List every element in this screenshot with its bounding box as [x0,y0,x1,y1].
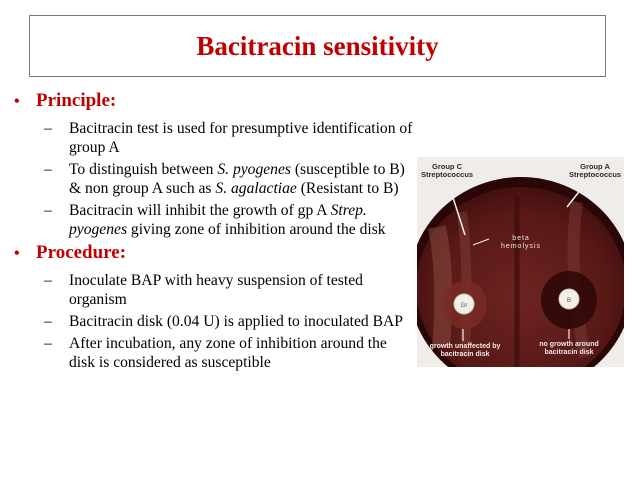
petri-dish-illustration [417,157,624,367]
list-item: – After incubation, any zone of inhibition around the disk is considered as susceptible [44,335,387,371]
list-item: – Bacitracin will inhibit the growth of gp A Strep. pyogenes giving zone of inhibition around the disk [44,202,386,238]
label-growth-unaffected: growth unaffected by bacitracin disk [429,343,501,358]
title-box [29,15,606,77]
dash-icon: – [44,313,52,330]
dash-icon: – [44,335,52,352]
disk-right-label: B [566,298,572,304]
dash-icon: – [44,272,52,289]
label-group-c: Group C Streptococcus [421,162,474,179]
bullet-icon: • [14,93,20,110]
section-heading-principle: • Principle: [14,90,117,111]
list-item: – Bacitracin disk (0.04 U) is applied to inoculated BAP [44,313,403,330]
label-group-a: Group A Streptococcus [569,162,622,179]
bullet-icon: • [14,245,20,262]
dash-icon: – [44,120,52,137]
dash-icon: – [44,202,52,219]
section-heading-procedure: • Procedure: [14,242,127,263]
disk-left-label: Gr [460,303,468,309]
label-no-growth: no growth around bacitracin disk [539,341,599,356]
label-beta-hemolysis: beta hemolysis [500,235,542,250]
list-item: – Bacitracin test is used for presumptive identification of group A [44,120,413,156]
list-item: – To distinguish between S. pyogenes (susceptible to B) & non group A such as S. agalactiae (Resistant to B) [44,161,405,197]
dash-icon: – [44,161,52,178]
petri-dish-photo [417,157,624,367]
slide-content [14,90,414,375]
list-item: – Inoculate BAP with heavy suspension of tested organism [44,272,363,308]
slide-title: Bacitracin sensitivity [196,30,439,61]
